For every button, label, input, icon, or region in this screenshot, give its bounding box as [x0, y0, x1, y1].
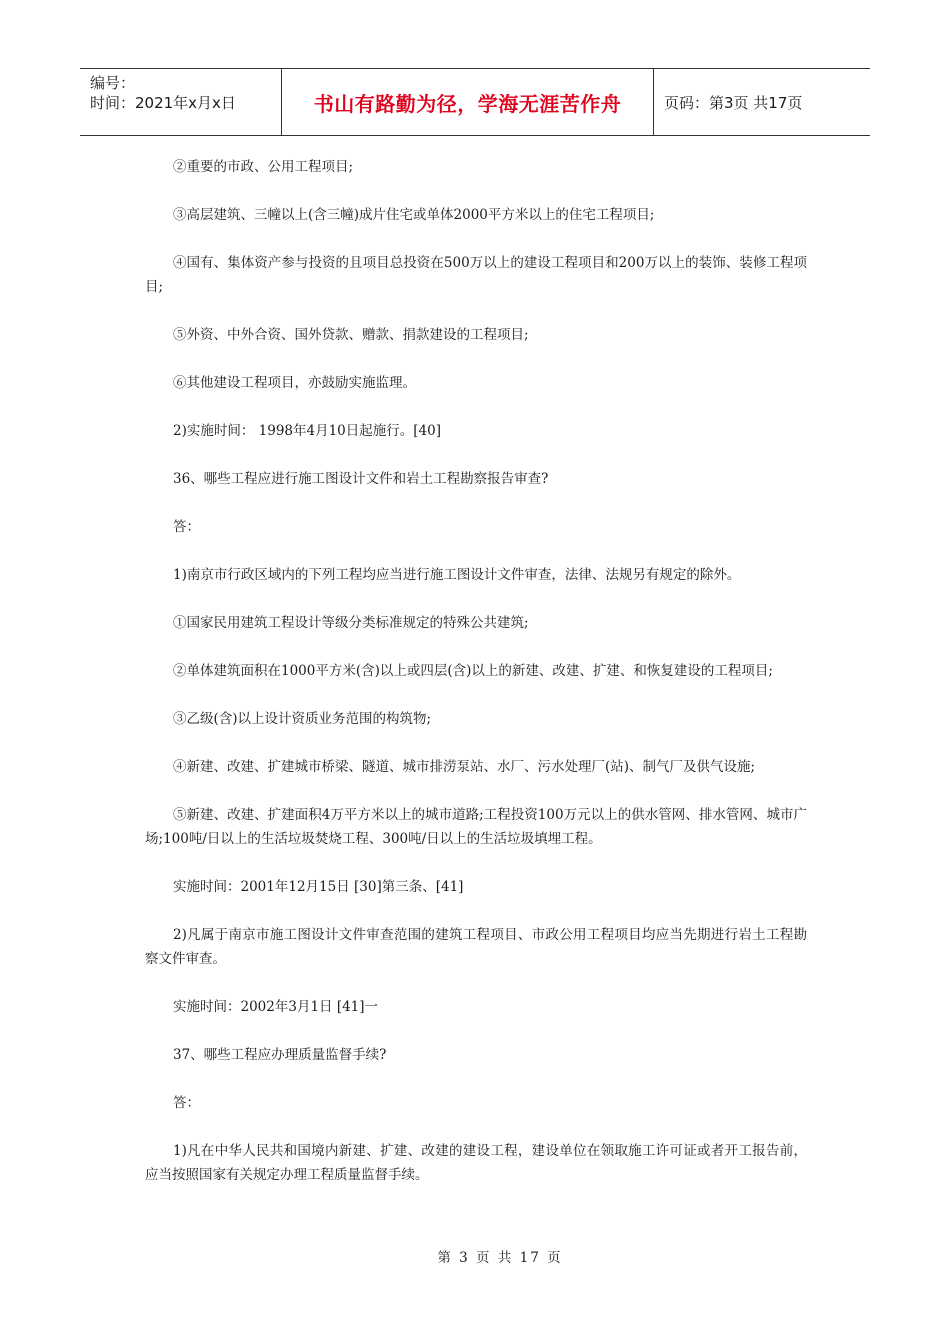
paragraph: 2)实施时间： 1998年4月10日起施行。[40]: [173, 423, 441, 439]
header-meta: [80, 69, 282, 135]
paragraph: ④国有、集体资产参与投资的且项目总投资在500万以上的建设工程项目和200万以上的装饰、装修工程项目;: [145, 255, 807, 295]
paragraph: ②单体建筑面积在1000平方米(含)以上或四层(含)以上的新建、改建、扩建、和恢复建设的工程项目;: [173, 663, 773, 679]
document-body: [145, 155, 807, 1211]
paragraph: 2)凡属于南京市施工图设计文件审查范围的建筑工程项目、市政公用工程项目均应当先期进行岩土工程勘察文件审查。: [145, 927, 807, 967]
page-footer: 第 3 页 共 17 页: [437, 1250, 563, 1266]
answer-label: 答：: [173, 519, 200, 535]
paragraph: ④新建、改建、扩建城市桥梁、隧道、城市排涝泵站、水厂、污水处理厂(站)、制气厂及供气设施;: [173, 759, 756, 775]
paragraph: ⑤新建、改建、扩建面积4万平方米以上的城市道路;工程投资100万元以上的供水管网、排水管网、城市广场;100吨/日以上的生活垃圾焚烧工程、300吨/日以上的生活垃圾填埋工程。: [145, 807, 807, 847]
paragraph: 1)南京市行政区域内的下列工程均应当进行施工图设计文件审查，法律、法规另有规定的除外。: [173, 567, 741, 583]
paragraph: ③乙级(含)以上设计资质业务范围的构筑物;: [173, 711, 432, 727]
question-heading: 36、哪些工程应进行施工图设计文件和岩土工程勘察报告审查?: [173, 471, 549, 487]
document-header: [80, 68, 870, 136]
question-heading: 37、哪些工程应办理质量监督手续?: [173, 1047, 387, 1063]
answer-label: 答：: [173, 1095, 200, 1111]
header-motto: 书山有路勤为径，学海无涯苦作舟: [282, 69, 654, 135]
paragraph: 1)凡在中华人民共和国境内新建、扩建、改建的建设工程，建设单位在领取施工许可证或者开工报告前，应当按照国家有关规定办理工程质量监督手续。: [145, 1143, 807, 1183]
paragraph: 实施时间：2002年3月1日 [41]一: [173, 999, 379, 1015]
header-page-info: 页码：第3页 共17页: [664, 93, 803, 112]
paragraph: ②重要的市政、公用工程项目;: [173, 159, 354, 175]
paragraph: 实施时间：2001年12月15日 [30]第三条、[41]: [173, 879, 464, 895]
date-label: 时间：2021年x月x日: [90, 94, 236, 112]
paragraph: ⑤外资、中外合资、国外贷款、赠款、捐款建设的工程项目;: [173, 327, 529, 343]
paragraph: ①国家民用建筑工程设计等级分类标准规定的特殊公共建筑;: [173, 615, 529, 631]
paragraph: ③高层建筑、三幢以上(含三幢)成片住宅或单体2000平方米以上的住宅工程项目;: [173, 207, 655, 223]
paragraph: ⑥其他建设工程项目，亦鼓励实施监理。: [173, 375, 416, 391]
serial-number-label: 编号：: [90, 74, 136, 92]
